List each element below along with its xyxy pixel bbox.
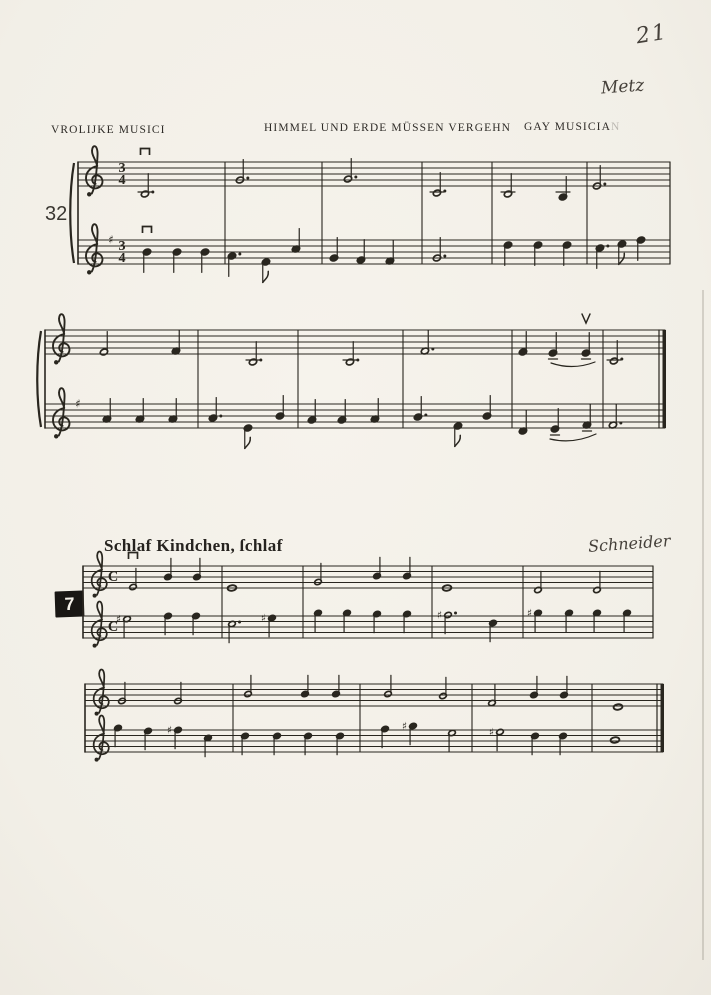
svg-text:♯: ♯ xyxy=(526,607,533,620)
piece-number-7-badge: 7 xyxy=(55,591,85,618)
title-right-cutoff-fragment: N xyxy=(610,121,621,133)
title-center-himmel-und-erde: HIMMEL UND ERDE MÜSSEN VERGEHN xyxy=(264,122,512,134)
svg-text:♯: ♯ xyxy=(488,726,495,739)
svg-text:3: 3 xyxy=(118,238,126,254)
svg-text:♯: ♯ xyxy=(108,232,114,247)
handwritten-page-number: 21 xyxy=(634,19,670,50)
handwritten-composer-schneider: Schneider xyxy=(587,531,672,556)
page-edge-shadow xyxy=(702,290,704,960)
svg-text:♯: ♯ xyxy=(436,609,443,622)
svg-text:C: C xyxy=(107,619,119,635)
title-right-gay-musicians: GAY MUSICIAN xyxy=(524,121,621,133)
piece2-title-schlaf-kindchen: Schlaf Kindchen, ſchlaf xyxy=(104,536,283,555)
svg-text:♯: ♯ xyxy=(166,724,173,737)
svg-text:♯: ♯ xyxy=(401,720,408,733)
svg-text:♯: ♯ xyxy=(260,612,267,625)
svg-text:3: 3 xyxy=(118,160,126,176)
svg-text:C: C xyxy=(107,569,119,585)
svg-text:4: 4 xyxy=(118,172,126,188)
handwritten-composer-metz: Metz xyxy=(600,75,645,99)
svg-text:4: 4 xyxy=(118,250,126,266)
svg-text:♯: ♯ xyxy=(75,396,81,411)
svg-text:♯: ♯ xyxy=(115,613,122,626)
piece-number-32: 32 xyxy=(45,203,68,225)
title-left-vrolijke-musici: VROLIJKE MUSICI xyxy=(51,124,166,136)
